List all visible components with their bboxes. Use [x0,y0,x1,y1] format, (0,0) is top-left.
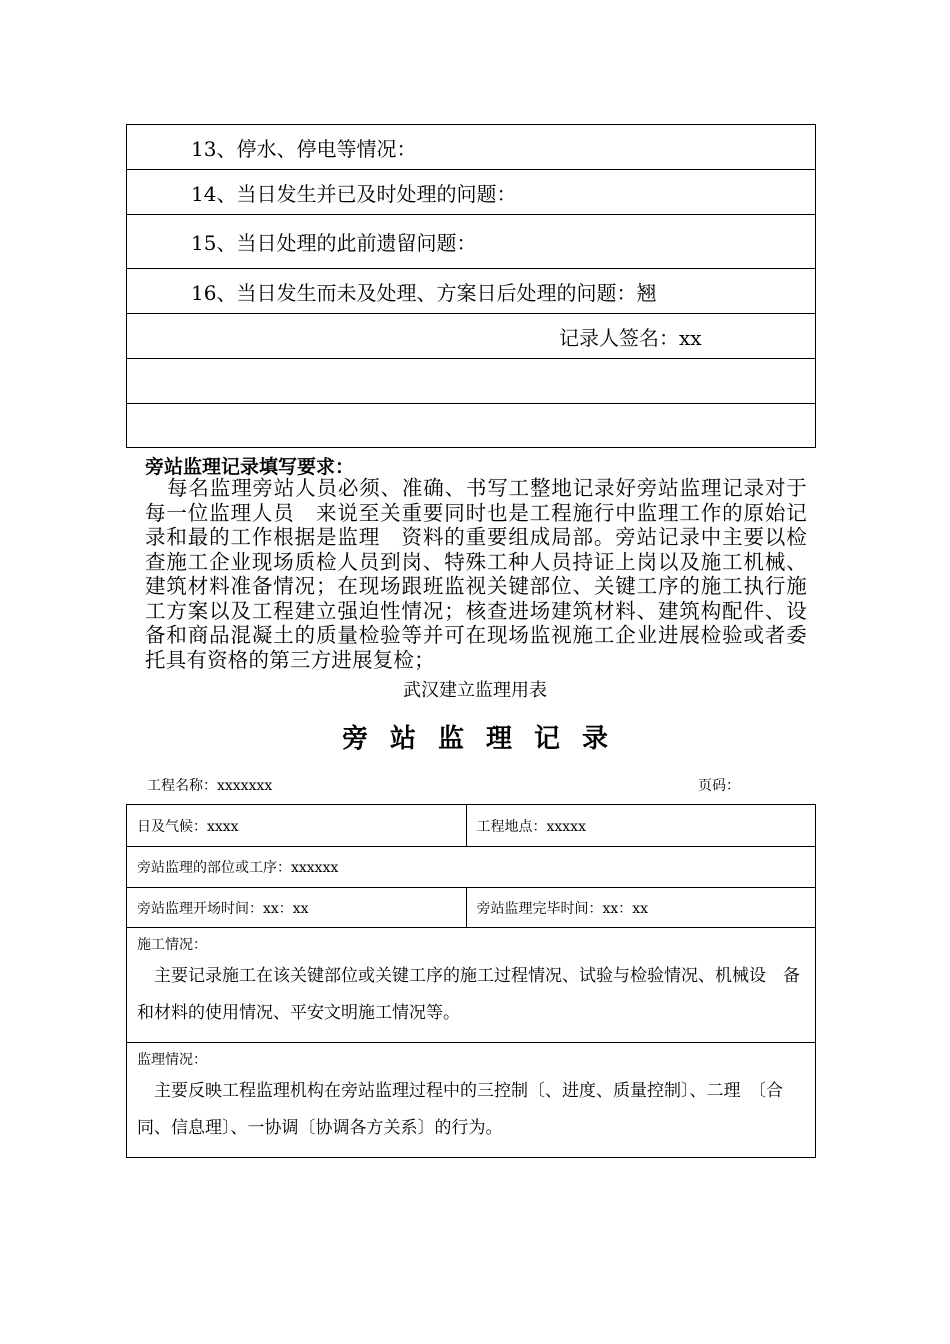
daily-record-table [126,124,816,448]
construction-text: 主要记录施工在该关键部位或关键工序的施工过程情况、试验与检验情况、机械设 备和材料的使用情况、平安文明施工情况等。 [137,966,800,1023]
item-14-cell [127,170,816,215]
signature-cell [127,314,816,359]
recorder-signature: 记录人签名：xx [559,325,702,350]
part-process: 旁站监理的部位或工序：xxxxxx [137,860,339,876]
item-14-text: 14、当日发生并已及时处理的问题： [191,181,517,206]
end-time-cell [466,888,816,928]
item-15-text: 15、当日处理的此前遗留问题： [191,231,477,255]
form-organization: 武汉建立监理用表 [403,680,547,701]
page-number-label: 页码： [698,778,740,794]
location-cell [466,805,816,847]
project-name: 工程名称：xxxxxxx [147,778,273,794]
project-location: 工程地点：xxxxx [476,818,586,835]
item-13-cell [127,125,816,170]
item-16-cell [127,269,816,314]
requirements-body: 每名监理旁站人员必须、准确、书写工整地记录好旁站监理记录对于每一位监理人员 来说至关重要同时也是工程施行中监理工作的原始记录和最的工作根据是监理 资料的重要组成局部。旁站记录中主要以检查施工企业现场质检人员到岗、特殊工种人员持证上岗以及施工机械、建筑材料准备情况；在现场跟班监视关键部位、关键工序的施工执行施工方案以及工程建立强迫性情况；核查进场建筑材料、建筑构配件、设备和商品混凝土的质量检验等并可在现场监视施工企业进展检验或者委托具有资格的第三方进展复检； [145,476,807,672]
item-15-cell [127,215,816,269]
requirements-heading: 旁站监理记录填写要求： [145,456,355,478]
start-time: 旁站监理开场时间：xx：xx [137,900,309,917]
date-weather: 日及气候：xxxx [137,818,239,835]
supervision-section [127,1043,816,1158]
empty-row [127,359,816,404]
item-13-text: 13、停水、停电等情况： [191,136,417,161]
construction-section [127,928,816,1043]
end-time: 旁站监理完毕时间：xx：xx [476,900,649,917]
empty-row [127,404,816,448]
item-16-text: 16、当日发生而未及处理、方案日后处理的问题：翘 [191,280,657,305]
supervision-label: 监理情况： [137,1052,207,1068]
date-weather-cell [127,805,467,847]
construction-label: 施工情况： [137,937,207,953]
form-title: 旁站监理记录 [341,724,630,754]
supervision-text: 主要反映工程监理机构在旁站监理过程中的三控制〔、进度、质量控制〕、二理 〔合同、信息理〕、一协调〔协调各方关系〕的行为。 [137,1081,783,1138]
supervision-form-table [126,804,816,1158]
part-process-cell [127,847,816,888]
start-time-cell [127,888,467,928]
